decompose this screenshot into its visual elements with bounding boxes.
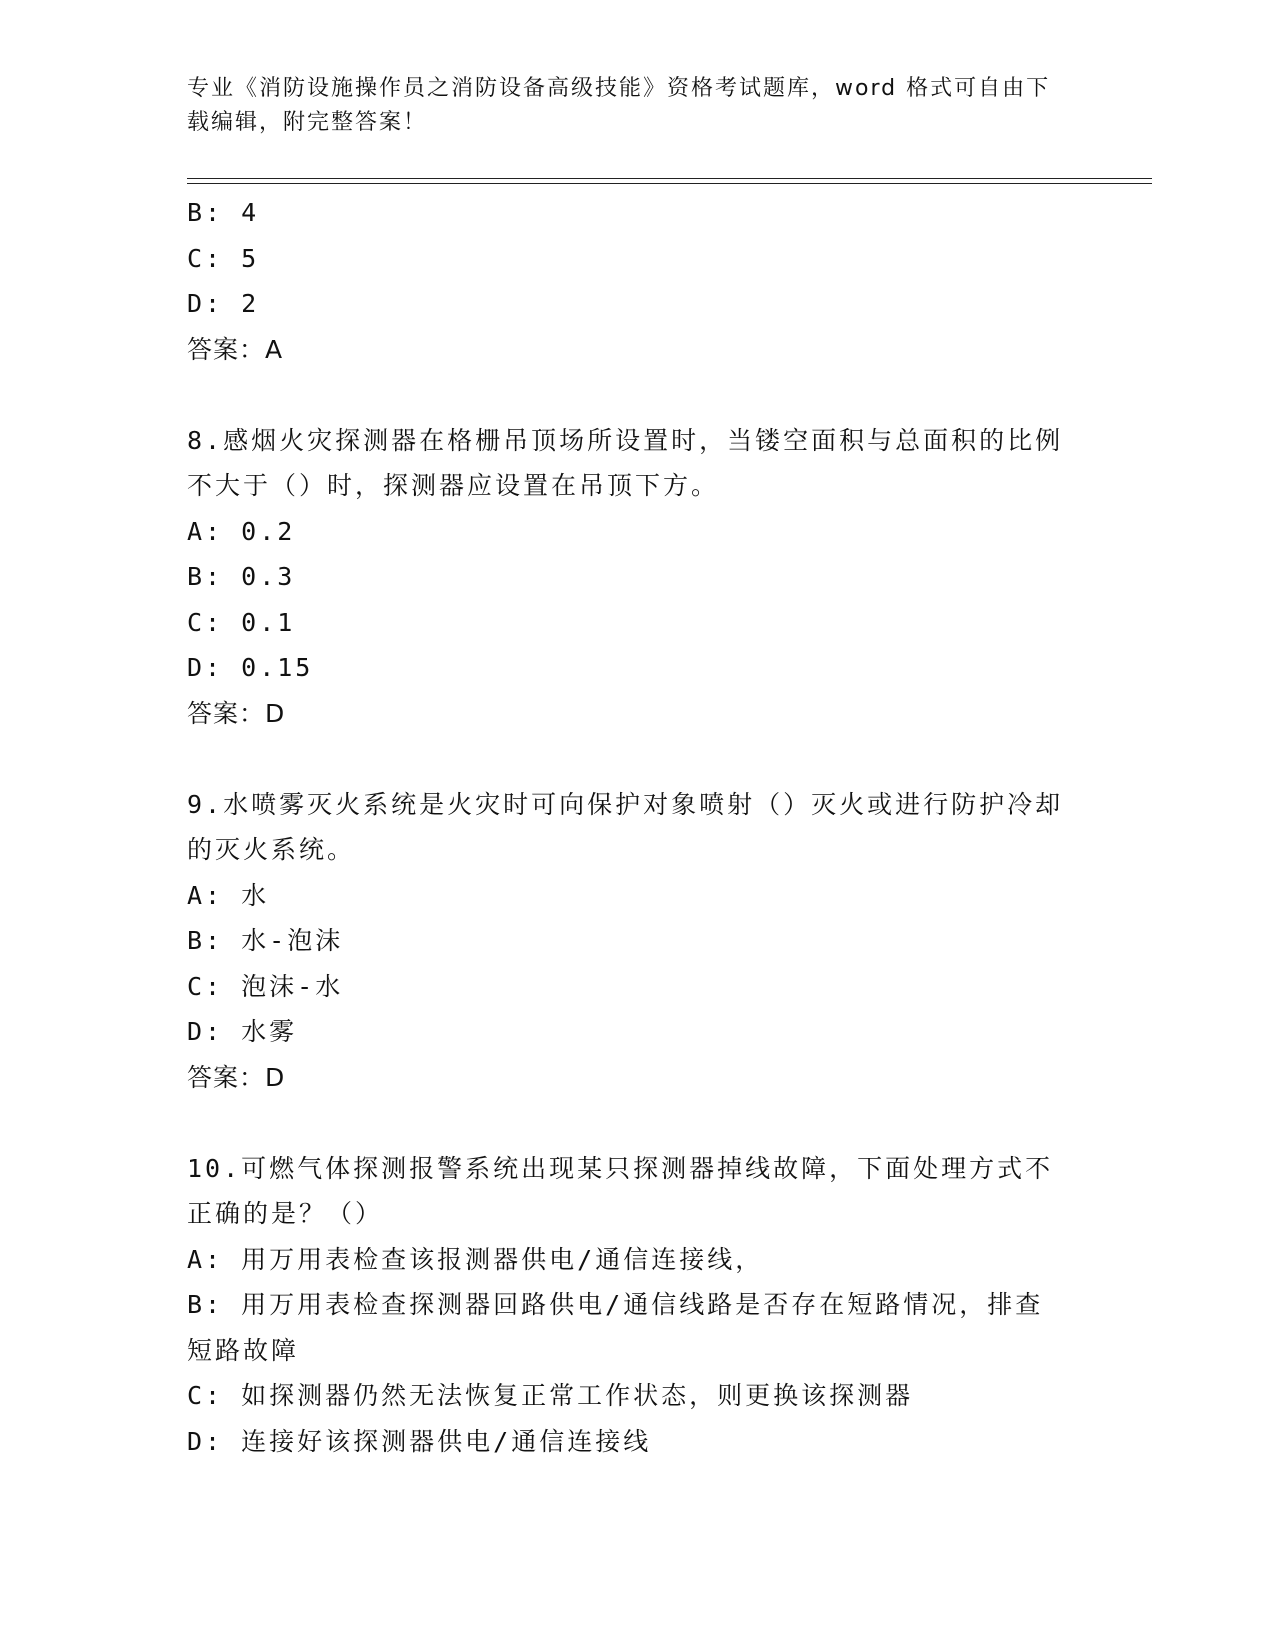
question-9 [187, 782, 1067, 1101]
option-b: B: 水-泡沫 [187, 926, 344, 955]
question-stem: 9.水喷雾灭火系统是火灾时可向保护对象喷射（）灭火或进行防护冷却的灭火系统。 [187, 789, 1064, 864]
option-c: C: 如探测器仍然无法恢复正常工作状态，则更换该探测器 [187, 1381, 914, 1410]
option-d: D: 连接好该探测器供电/通信连接线 [187, 1426, 652, 1456]
answer: 答案：A [187, 334, 284, 364]
option-d: D: 水雾 [187, 1017, 298, 1046]
option-a: A: 0.2 [187, 516, 296, 546]
question-10 [187, 1146, 1067, 1465]
prev-question [187, 190, 1067, 372]
option-d: D: 0.15 [187, 653, 314, 682]
option-a: A: 水 [187, 880, 270, 910]
page-header: 专业《消防设施操作员之消防设备高级技能》资格考试题库，word 格式可自由下载编辑，附完整答案！ [187, 76, 1051, 135]
option-c: C: 泡沫-水 [187, 971, 344, 1001]
option-b: B: 用万用表检查探测器回路供电/通信线路是否存在短路情况，排查短路故障 [187, 1290, 1044, 1365]
header-divider-top [187, 178, 1152, 179]
option-c: C: 5 [187, 243, 260, 273]
header-divider-bottom [187, 183, 1152, 184]
option-c: C: 0.1 [187, 607, 296, 637]
option-b: B: 4 [187, 198, 260, 227]
option-d: D: 2 [187, 289, 260, 318]
question-stem: 8.感烟火灾探测器在格栅吊顶场所设置时，当镂空面积与总面积的比例不大于（）时，探测器应设置在吊顶下方。 [187, 425, 1064, 500]
option-a: A: 用万用表检查该报测器供电/通信连接线， [187, 1244, 764, 1274]
answer: 答案：D [187, 698, 286, 728]
document-body [187, 190, 1067, 1464]
option-b: B: 0.3 [187, 562, 296, 591]
question-8 [187, 418, 1067, 737]
question-stem: 10.可燃气体探测报警系统出现某只探测器掉线故障，下面处理方式不正确的是？（） [187, 1153, 1054, 1228]
answer: 答案：D [187, 1062, 286, 1092]
